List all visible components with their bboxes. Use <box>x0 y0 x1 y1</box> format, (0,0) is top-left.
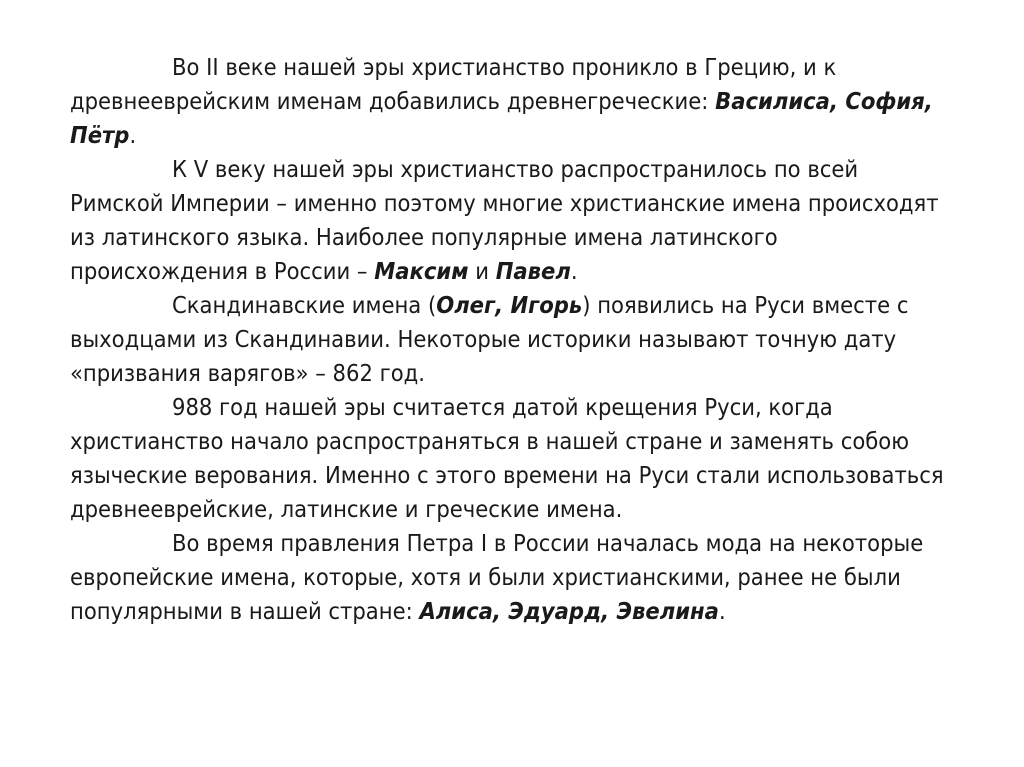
paragraph-text: Во время правления Петра I в России началась мода на некоторые европейские имена, которые, хотя и были христианскими, ранее не были популярными в нашей стране: <box>70 529 924 625</box>
highlighted-names: Олег, Игорь <box>436 291 583 319</box>
paragraph-text: . <box>718 597 726 625</box>
text-block <box>70 50 950 628</box>
paragraph-text: Скандинавские имена ( <box>172 291 437 319</box>
paragraph-text: и <box>468 257 496 285</box>
paragraph-european-names <box>70 526 950 628</box>
paragraph-scandinavian-names <box>70 288 950 390</box>
paragraph-text: . <box>570 257 578 285</box>
paragraph-text: . <box>129 121 137 149</box>
paragraph-latin-names <box>70 152 950 288</box>
paragraph-text: Во II веке нашей эры христианство проникло в Грецию, и к древнееврейским именам добавились древнегреческие: <box>70 53 837 115</box>
highlighted-names: Алиса, Эдуард, Эвелина <box>419 597 719 625</box>
highlighted-names: Павел <box>495 257 571 285</box>
paragraph-text: К V веку нашей эры христианство распространилось по всей Римской Империи – именно поэтому многие христианские имена происходят из латинского языка. Наиболее популярные имена латинского происхождения в России – <box>70 155 939 285</box>
highlighted-names: Максим <box>374 257 469 285</box>
paragraph-baptism-of-rus <box>70 390 950 526</box>
paragraph-text: ) появились на Руси вместе с выходцами из Скандинавии. Некоторые историки называют точную дату «призвания варягов» – 862 год. <box>70 291 909 387</box>
paragraph-greek-names <box>70 50 950 152</box>
highlighted-names: Василиса, София, Пётр <box>70 87 933 149</box>
paragraph-text: 988 год нашей эры считается датой крещения Руси, когда христианство начало распространяться в нашей стране и заменять собою языческие верования. Именно с этого времени на Руси стали использоваться древнееврейские, латинские и греческие имена. <box>70 393 944 523</box>
